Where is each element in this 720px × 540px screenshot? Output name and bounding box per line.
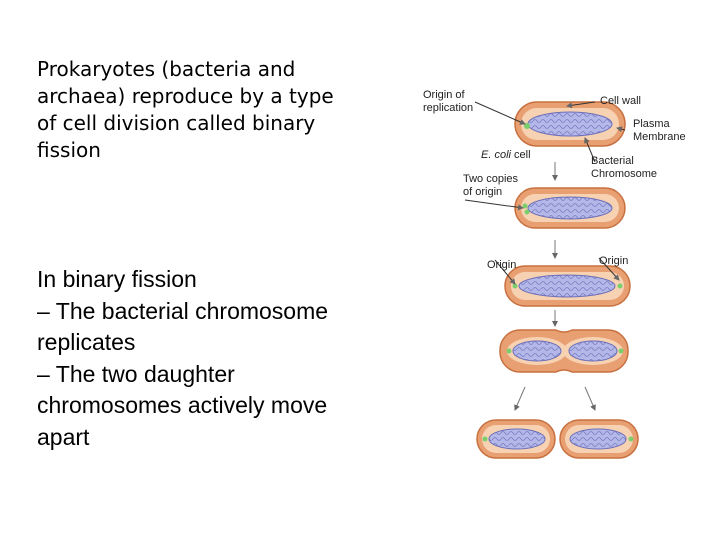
label-plasma-membrane: Membrane — [633, 131, 686, 143]
daughter-cell-left — [477, 420, 555, 458]
origin-marker — [618, 284, 623, 289]
point-line: replicates — [37, 329, 136, 355]
intro-line: archaea) reproduce by a type — [37, 84, 334, 108]
intro-text — [37, 56, 382, 164]
label-two-copies-of-origin: Two copies — [463, 173, 519, 185]
origin-marker — [507, 349, 512, 354]
point-line: – The bacterial chromosome — [37, 297, 329, 324]
intro-line: Prokaryotes (bacteria and — [37, 57, 296, 81]
label-bacterial-chromosome: Bacterial — [591, 155, 634, 167]
point-line: – The two daughter — [37, 360, 235, 387]
cell-1 — [515, 102, 625, 146]
point-line: apart — [37, 423, 90, 450]
origin-marker — [629, 437, 634, 442]
label-two-copies-of-origin: of origin — [463, 186, 503, 198]
stage-arrow — [515, 387, 525, 410]
origin-marker — [483, 437, 488, 442]
label-origin-of-replication: Origin of — [423, 89, 465, 101]
intro-line: of cell division called binary — [37, 111, 316, 135]
cell-4 — [500, 330, 628, 372]
daughter-cell-right — [560, 420, 638, 458]
label-cell-wall: Cell wall — [600, 95, 641, 107]
origin-marker — [525, 210, 530, 215]
label-origin-of-replication: replication — [423, 102, 474, 114]
cell-2 — [515, 188, 625, 228]
origin-marker — [513, 284, 518, 289]
label-e-coli-species: E. coli — [481, 149, 511, 161]
label-plasma-membrane: Plasma — [633, 118, 670, 130]
label-e-coli-cell — [481, 149, 531, 161]
stage-arrow — [585, 387, 595, 410]
label-origin-left: Origin — [487, 259, 517, 271]
point-line: In binary fission — [37, 266, 197, 292]
origin-marker — [619, 349, 624, 354]
binary-fission-points — [37, 264, 407, 453]
label-origin-right: Origin — [599, 255, 629, 267]
label-e-coli-cell-word: cell — [510, 149, 531, 161]
label-bacterial-chromosome: Chromosome — [591, 168, 658, 180]
binary-fission-diagram — [405, 82, 705, 462]
point-line: chromosomes actively move — [37, 392, 328, 418]
origin-marker — [523, 204, 528, 209]
leader-line — [465, 200, 523, 208]
intro-line: fission — [37, 138, 101, 162]
